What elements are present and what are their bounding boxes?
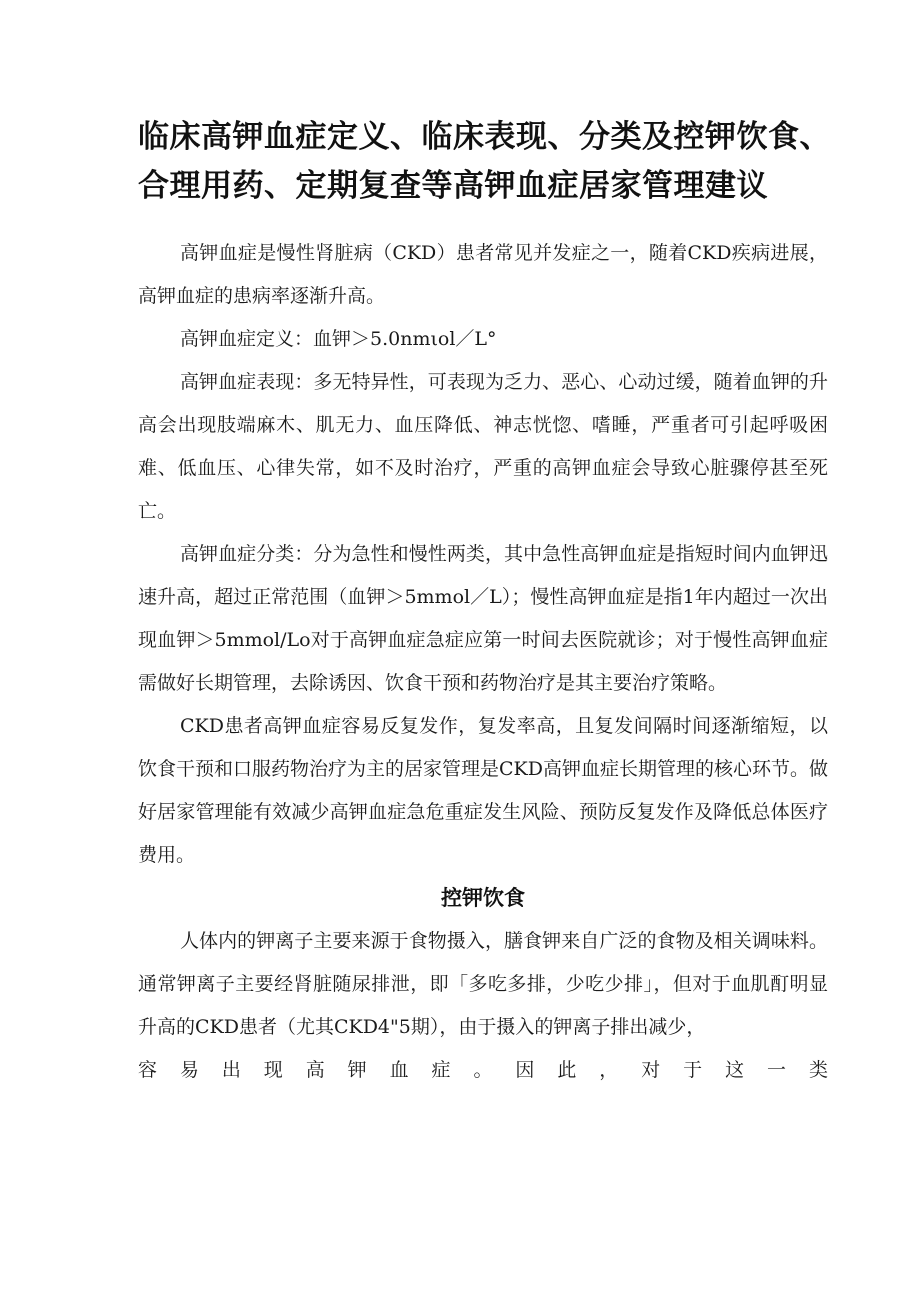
- paragraph-potassium-diet-last-line: 容易出现高钾血症。因此，对于这一类: [138, 1059, 828, 1081]
- title-line-1: 临床高钾血症定义、临床表现、分类及控钾饮食、: [138, 119, 831, 155]
- paragraph-potassium-diet: 人体内的钾离子主要来源于食物摄入，膳食钾来自广泛的食物及相关调味料。通常钾离子主要经肾脏随尿排泄，即「多吃多排，少吃少排」，但对于血肌酊明显升高的CKD患者（尤其CKD4"5期），由于摄入的钾离子排出减少，: [138, 930, 828, 1038]
- section-heading-potassium-diet: 控钾饮食: [441, 886, 525, 910]
- paragraph-classification: 高钾血症分类：分为急性和慢性两类，其中急性高钾血症是指短时间内血钾迅速升高，超过正常范围（血钾＞5mmol／L）；慢性高钾血症是指1年内超过一次出现血钾＞5mmol/Lo对于高钾血症急症应第一时间去医院就诊；对于慢性高钾血症需做好长期管理，去除诱因、饮食干预和药物治疗是其主要治疗策略。: [138, 543, 828, 694]
- paragraph-home-management: CKD患者高钾血症容易反复发作，复发率高，且复发间隔时间逐渐缩短，以饮食干预和口服药物治疗为主的居家管理是CKD高钾血症长期管理的核心环节。做好居家管理能有效减少高钾血症急危重症发生风险、预防反复发作及降低总体医疗费用。: [138, 715, 828, 866]
- document-title: [138, 113, 838, 211]
- paragraph-intro: 高钾血症是慢性肾脏病（CKD）患者常见并发症之一，随着CKD疾病进展，高钾血症的患病率逐渐升高。: [138, 242, 828, 307]
- paragraph-definition: 高钾血症定义：血钾＞5.0nmιol／L°: [180, 328, 497, 350]
- paragraph-symptoms: 高钾血症表现：多无特异性，可表现为乏力、恶心、心动过缓，随着血钾的升高会出现肢端麻木、肌无力、血压降低、神志恍惚、嗜睡，严重者可引起呼吸困难、低血压、心律失常，如不及时治疗，严重的高钾血症会导致心脏骤停甚至死亡。: [138, 371, 828, 522]
- document-body: [138, 232, 828, 1092]
- title-line-2: 合理用药、定期复查等高钾血症居家管理建议: [138, 168, 768, 204]
